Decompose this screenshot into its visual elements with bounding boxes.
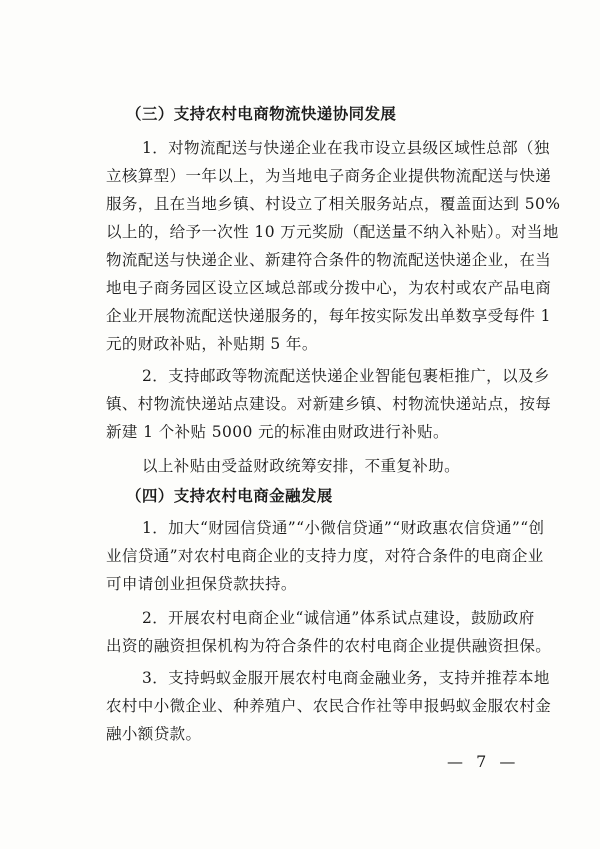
- text-line: 农村中小微企业、种养殖户、农民合作社等申报蚂蚁金服农村金: [106, 697, 552, 715]
- text-line: 业信贷通”对农村电商企业的支持力度，对符合条件的电商企业: [106, 547, 544, 565]
- section-heading-4: （四）支持农村电商金融发展: [126, 486, 333, 505]
- text-line: 可申请创业担保贷款扶持。: [106, 575, 297, 593]
- text-line: 物流配送与快递企业、新建符合条件的物流配送快递企业，在当: [106, 251, 552, 269]
- text-line: 1．对物流配送与快递企业在我市设立县级区域性总部（独: [142, 139, 550, 157]
- text-line: 以上补贴由受益财政统筹安排，不重复补助。: [142, 457, 461, 475]
- text-line: 服务，且在当地乡镇、村设立了相关服务站点，覆盖面达到 50%: [106, 195, 561, 213]
- text-line: 1．加大“财园信贷通”“小微信贷通”“财政惠农信贷通”“创: [142, 519, 545, 537]
- text-line: 2．支持邮政等物流配送快递企业智能包裹柜推广，以及乡: [142, 367, 550, 385]
- text-line: 立核算型）一年以上，为当地电子商务企业提供物流配送与快递: [106, 167, 552, 185]
- section-heading-3: （三）支持农村电商物流快递协同发展: [126, 104, 397, 123]
- text-line: 新建 1 个补贴 5000 元的标准由财政进行补贴。: [106, 423, 449, 441]
- text-line: 企业开展物流配送快递服务的，每年按实际发出单数享受每件 1: [106, 307, 551, 325]
- text-line: 2．开展农村电商企业“诚信通”体系试点建设，鼓励政府: [142, 609, 535, 627]
- text-line: 镇、村物流快递站点建设。对新建乡镇、村物流快递站点，按每: [106, 395, 552, 413]
- text-line: 以上的，给予一次性 10 万元奖励（配送量不纳入补贴）。对当地: [106, 223, 559, 241]
- text-line: 地电子商务园区设立区域总部或分拨中心，为农村或农产品电商: [106, 279, 552, 297]
- text-line: 融小额贷款。: [106, 725, 202, 743]
- page-number: — 7 —: [447, 752, 520, 771]
- text-line: 3．支持蚂蚁金服开展农村电商金融业务，支持并推荐本地: [142, 669, 550, 687]
- text-line: 出资的融资担保机构为符合条件的农村电商企业提供融资担保。: [106, 637, 552, 655]
- text-line: 元的财政补贴，补贴期 5 年。: [106, 335, 318, 353]
